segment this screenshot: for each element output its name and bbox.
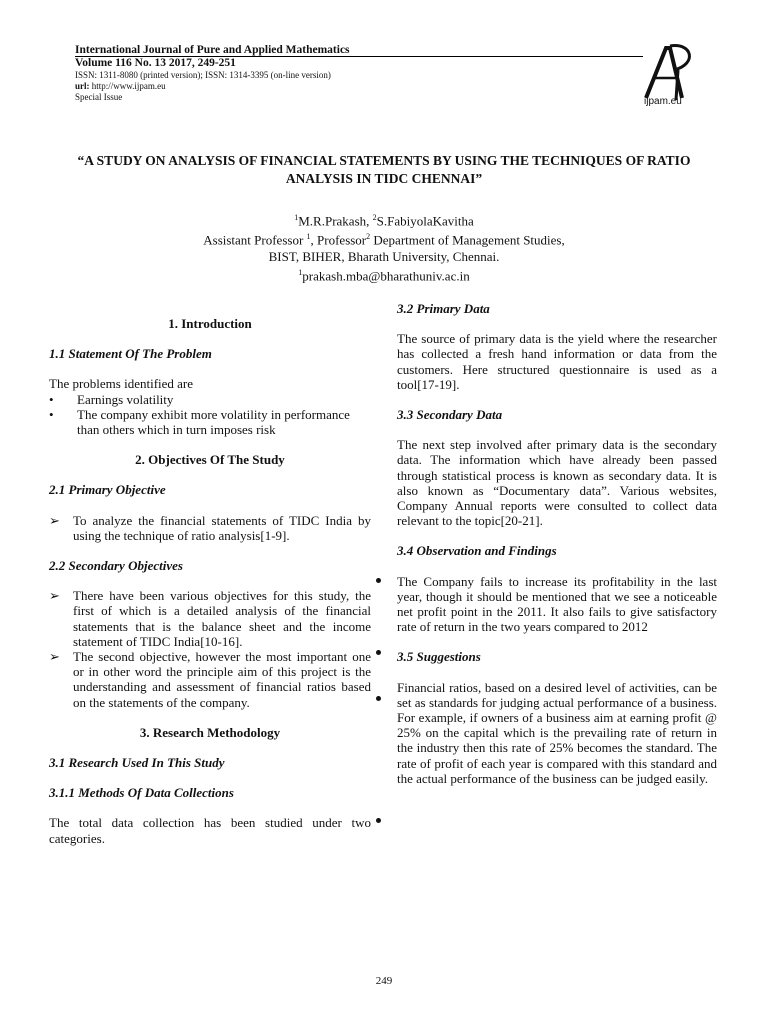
author-names [40,210,728,229]
journal-url[interactable]: http://www.ijpam.eu [91,81,166,91]
aff-c: Department of Management Studies, [370,232,565,248]
heading-3-1: 3.1 Research Used In This Study [49,755,225,771]
page-number: 249 [375,975,393,987]
right-column [397,301,717,786]
list-item [49,649,371,710]
email-sup: 1 [298,267,303,277]
paragraph-primary-data: The source of primary data is the yield where the researcher has collected a fresh hand information or data from the customers. Here structured questionnaire is used as a tool[17-19]. [397,331,717,392]
aff-sup1: 1 [306,232,311,242]
special-issue: Special Issue [75,92,123,102]
header-rule [75,56,643,57]
heading-research-methodology: 3. Research Methodology [139,724,281,740]
heading-2-2: 2.2 Secondary Objectives [49,558,183,574]
heading-3-2: 3.2 Primary Data [397,301,490,316]
affiliation-line-1 [40,229,728,248]
arrow-bullet-icon: ➢ [49,512,60,528]
heading-2-1: 2.1 Primary Objective [49,482,166,498]
volume-line: Volume 116 No. 13 2017, 249-251 [75,57,236,69]
logo-caption: ijpam.eu [644,96,682,107]
author2: S.FabiyolaKavitha [376,213,474,229]
heading-3-3: 3.3 Secondary Data [397,407,503,423]
title-line-1: “A STUDY ON ANALYSIS OF FINANCIAL STATEMENTS BY USING THE TECHNIQUES OF RATIO [77,153,691,168]
journal-header [75,44,645,103]
heading-1-1: 1.1 Statement Of The Problem [49,346,212,362]
problems-intro: The problems identified are [49,376,194,392]
aff-a: Assistant Professor [203,232,307,248]
arrow-bullet-icon: ➢ [49,649,60,665]
objective-text: The second objective, however the most important one or in other word the principle aim of this project is the understanding and assessment of financial ratios based on the statements of the company. [73,649,371,710]
heading-3-5: 3.5 Suggestions [397,649,481,665]
bullet-icon [376,650,381,655]
bullet-text: Earnings volatility [77,391,174,407]
arrow-bullet-icon: ➢ [49,588,60,604]
list-item [49,588,371,649]
bullet-text: The company exhibit more volatility in performance than others which in turn imposes risk [77,406,350,438]
author1-sup: 1 [294,213,299,222]
issn-line: ISSN: 1311-8080 (printed version); ISSN: 1314-3395 (on-line version) [75,70,331,80]
heading-3-4: 3.4 Observation and Findings [397,543,557,559]
email-line [40,265,728,284]
bullet-icon [376,696,381,701]
objective-text: There have been various objectives for this study, the first of which is a detailed analysis of the financial statements that is the balance sheet and the income statement of TIDC India[10-16]. [73,588,371,649]
bullet-icon: • [49,406,54,422]
left-column [49,316,371,846]
paragraph-secondary-data: The next step involved after primary data is the secondary data. The information which have already been passed through statistical process is known as secondary data. It is also known as “Documentary data”. Various websites, Company Annual reports were consulted to collect data relevant to the topic[20-21]. [397,437,717,529]
author2-sup: 2 [372,213,377,222]
heading-3-1-1: 3.1.1 Methods Of Data Collections [49,785,234,801]
journal-name: International Journal of Pure and Applied Mathematics [75,44,350,56]
author-email[interactable]: prakash.mba@bharathuniv.ac.in [302,267,470,283]
bullet-icon: • [49,391,54,407]
paragraph-findings: The Company fails to increase its profitability in the last year, though it should be mentioned that we see a noticeable net profit point in the 2011. It also fails to give satisfactory rate of return in the two years compared to 2012 [397,573,717,635]
author-block [40,210,728,284]
url-line [75,81,645,92]
author1: M.R.Prakash, [298,213,373,229]
objective-text: To analyze the financial statements of TIDC India by using the technique of ratio analysis[1-9]. [73,512,371,543]
paper-title [40,152,728,188]
paragraph-collection: The total data collection has been studied under two categories. [49,815,371,846]
list-item [49,392,371,407]
bullet-icon [376,578,381,583]
affiliation-line-2: BIST, BIHER, Bharath University, Chennai. [268,248,500,264]
bullet-icon [376,818,381,823]
url-label: url: [75,81,90,91]
heading-objectives: 2. Objectives Of The Study [135,452,285,468]
aff-sup2: 2 [366,232,371,242]
list-item [49,407,371,437]
list-item [49,513,371,543]
title-line-2: ANALYSIS IN TIDC CHENNAI” [285,171,483,186]
aff-b: , Professor [310,232,367,248]
heading-introduction: 1. Introduction [168,316,252,331]
paragraph-suggestions: Financial ratios, based on a desired level of activities, can be set as standards for judging actual performance of a business. For example, if owners of a business aim at earning profit @ 25% on the capital which is the prevailing rate of return in the industry then this rate of 25% becomes the standard. The rate of profit of each year is compared with this standard and the actual performance of the business can be judged easily. [397,679,717,786]
